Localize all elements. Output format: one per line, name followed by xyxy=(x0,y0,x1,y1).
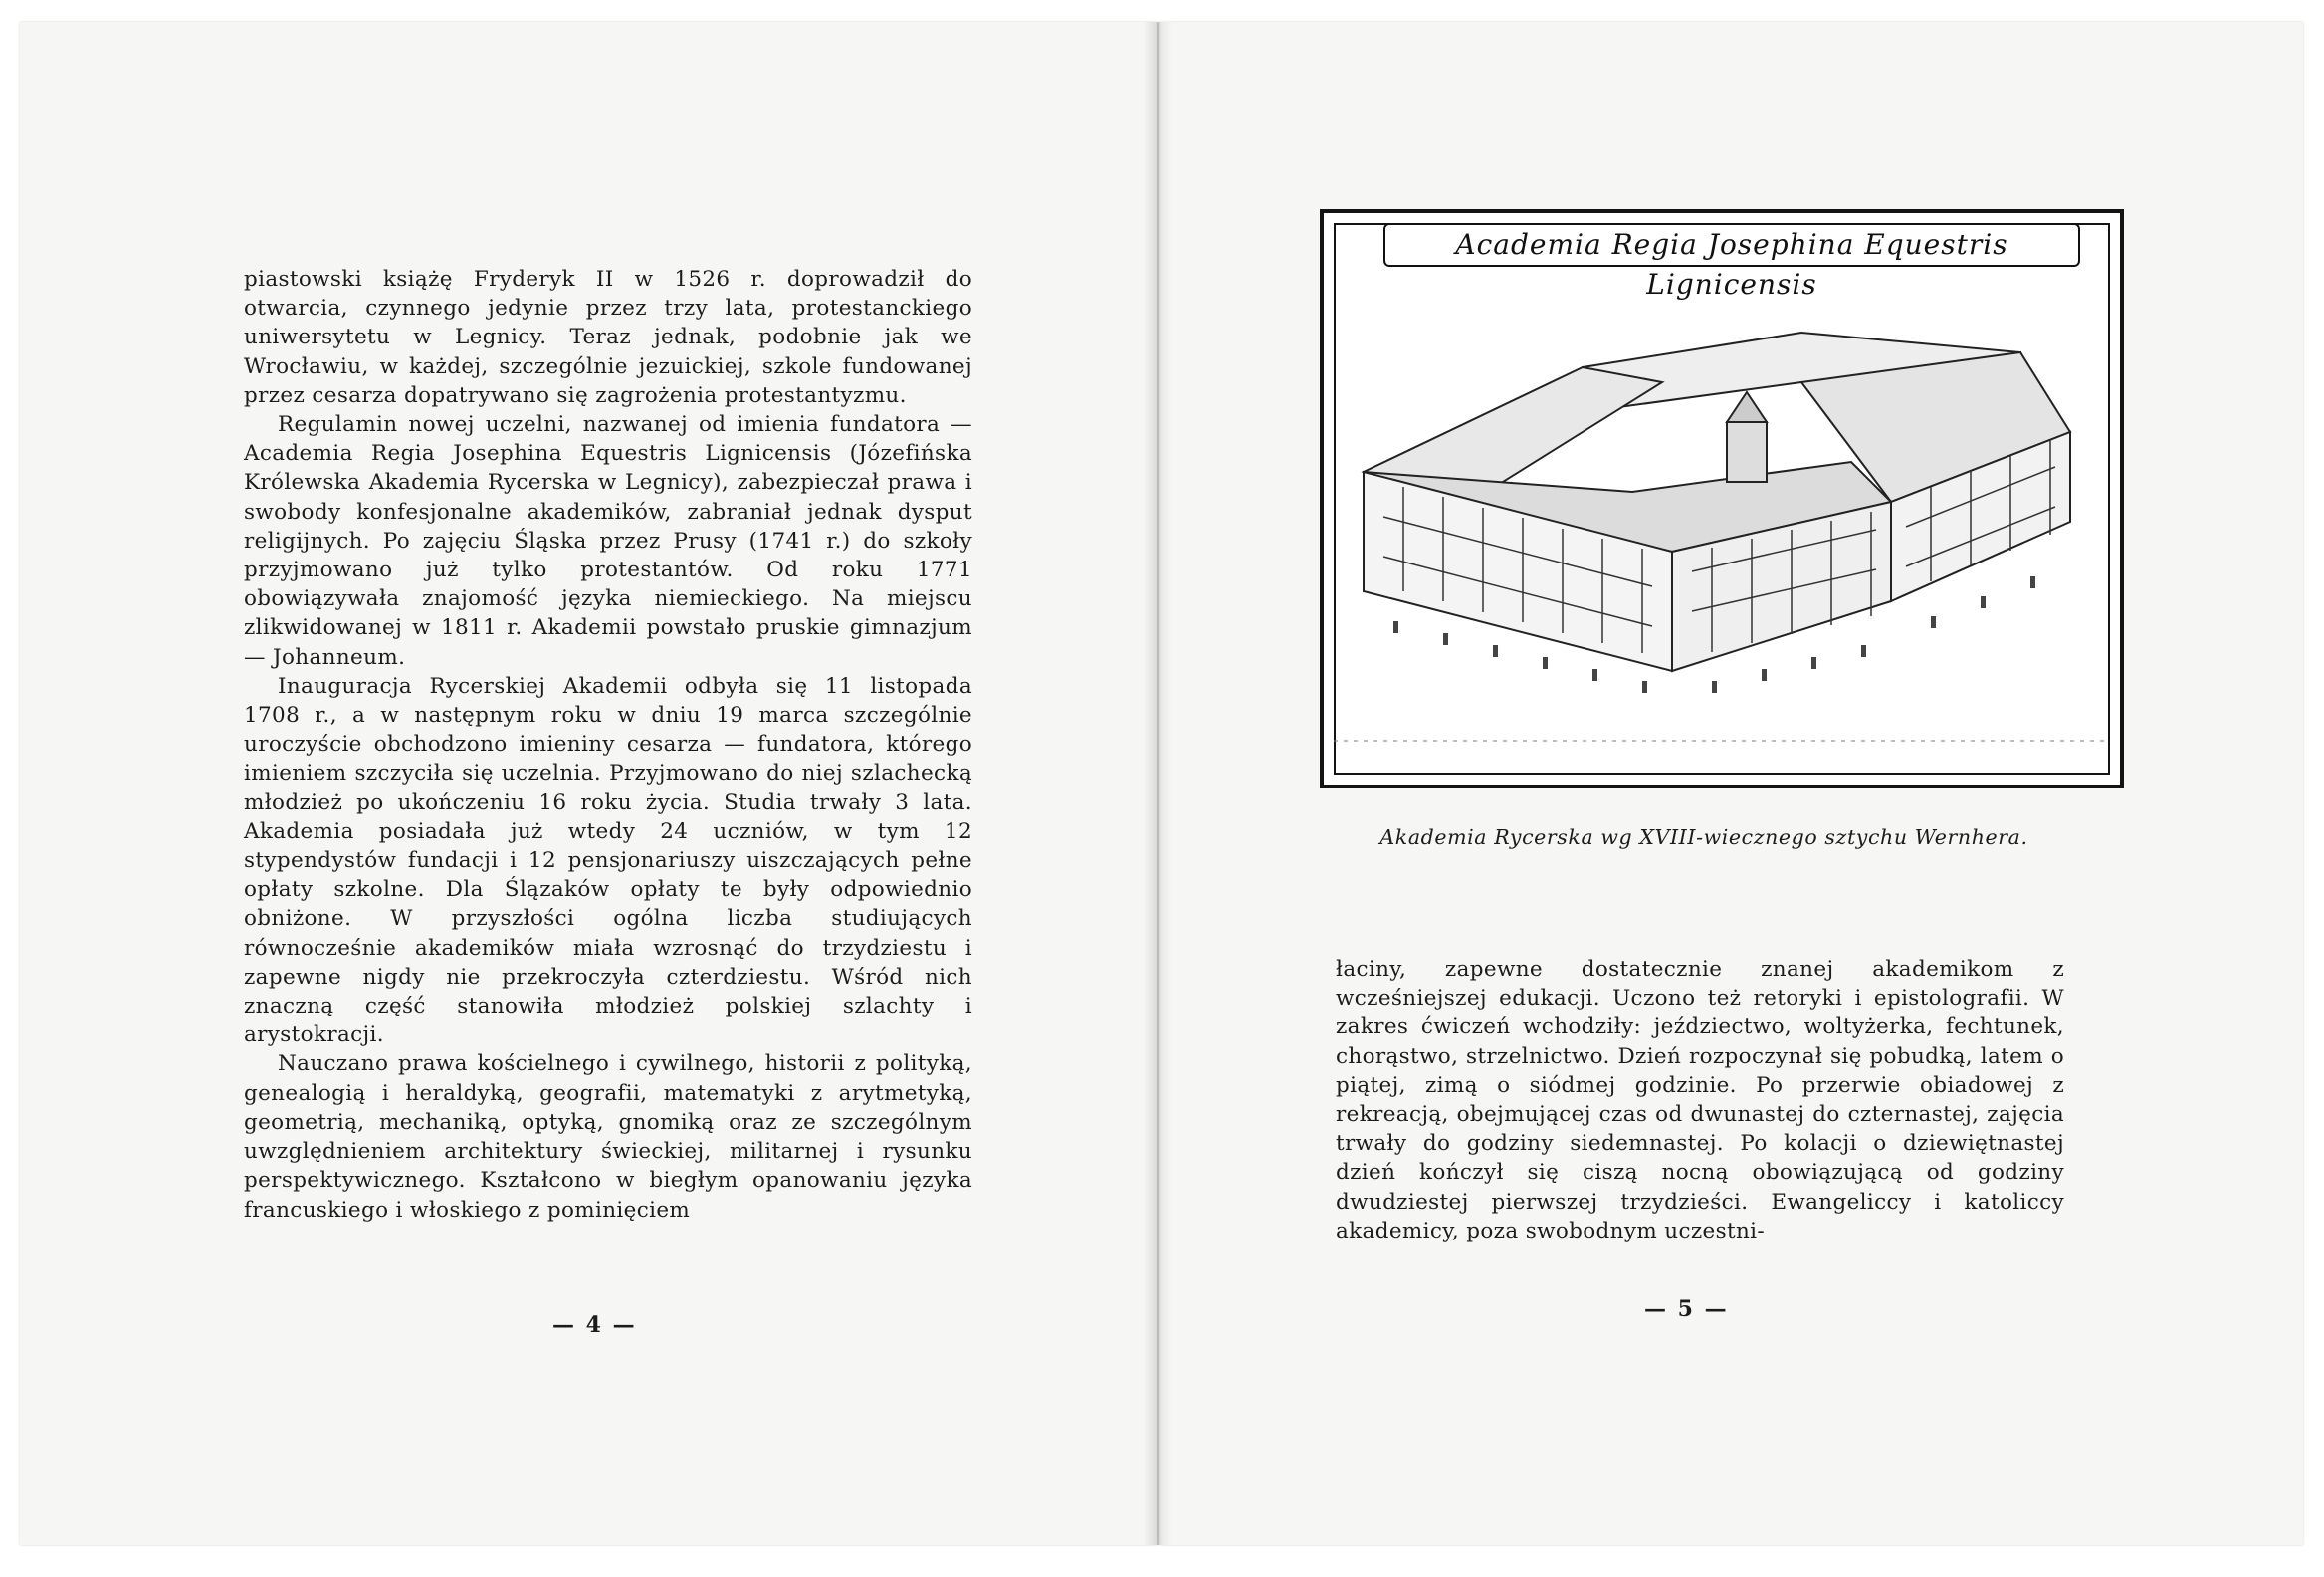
page-number: — 5 — xyxy=(1644,1296,1729,1322)
engraving-illustration xyxy=(1320,209,2124,788)
paragraph: Nauczano prawa kościelnego i cywilnego, historii z polityką, genealogią i heraldyką, geografii, matematyki z arytmetyką, geometrią, mechaniką, optyką, gnomiką oraz ze szczególnym uwzględnieniem architektury świeckiej, militarnej i rysunku perspektywicznego. Kształcono w biegłym opanowaniu języka francuskiego i włoskiego z pominięciem xyxy=(244,1051,972,1223)
paragraph: Regulamin nowej uczelni, nazwanej od imienia fundatora — Academia Regia Josephina Equestris Lignicensis (Józefińska Królewska Akademia Rycerska w Legnicy), zabezpieczał prawa i swobody konfesjonalne akademików, zabraniał jednak dysput religijnych. Po zajęciu Śląska przez Prusy (1741 r.) do szkoły przyjmowano już tylko protestantów. Od roku 1771 obowiązywała znajomość języka niemieckiego. Na miejscu zlikwidowanej w 1811 r. Akademii powstało pruskie gimnazjum — Johanneum. xyxy=(244,412,972,670)
figure-caption: Akademia Rycerska wg XVIII-wiecznego sztychu Wernhera. xyxy=(1379,825,2028,849)
book-gutter xyxy=(1143,22,1172,1545)
paragraph: łaciny, zapewne dostatecznie znanej akademikom z wcześniejszej edukacji. Uczono też retoryki i epistolografii. W zakres ćwiczeń wchodziły: jeździectwo, woltyżerka, fechtunek, chorąstwo, strzelnictwo. Dzień rozpoczynał się pobudką, latem o piątej, zimą o siódmej godzinie. Po przerwie obiadowej z rekreacją, obejmującej czas od dwunastej do czternastej, zajęcia trwały do godziny siedemnastej. Po kolacji o dziewiętnastej dzień kończył się ciszą nocną obowiązującą od godziny dwudziestej pierwszej trzydzieści. Ewangeliccy i katoliccy akademicy, poza swobodnym uczestni- xyxy=(1336,957,2064,1243)
paragraph: piastowski książę Fryderyk II w 1526 r. doprowadził do otwarcia, czynnego jedynie przez trzy lata, protestanckiego uniwersytetu w Legnicy. Teraz jednak, podobnie jak we Wrocławiu, w każdej, szczególnie jezuickiej, szkole fundowanej przez cesarza dopatrywano się zagrożenia protestantyzmu. xyxy=(244,267,972,408)
building-drawing xyxy=(1334,273,2110,771)
left-page xyxy=(20,22,1158,1545)
engraving-title: Academia Regia Josephina Equestris Lignicensis xyxy=(1383,223,2080,267)
page-number: — 4 — xyxy=(552,1312,637,1338)
paragraph: Inauguracja Rycerskiej Akademii odbyła się 11 listopada 1708 r., a w następnym roku w dniu 19 marca szczególnie uroczyście obchodzono imieniny cesarza — fundatora, którego imieniem szczyciła się uczelnia. Przyjmowano do niej szlachecką młodzież po ukończeniu 16 roku życia. Studia trwały 3 lata. Akademia posiadała już wtedy 24 uczniów, w tym 12 stypendystów fundacji i 12 pensjonariuszy uiszczających pełne opłaty szkolne. Dla Ślązaków opłaty te były odpowiednio obniżone. W przyszłości ogólna liczba studiujących równocześnie akademików miała wzrosnąć do trzydziestu i zapewne nigdy nie przekroczyła czterdziestu. Wśród nich znaczną część stanowiła młodzież polskiej szlachty i arystokracji. xyxy=(244,673,972,1048)
left-page-text xyxy=(244,265,972,1225)
right-page xyxy=(1159,22,2303,1545)
right-page-text xyxy=(1336,955,2064,1245)
